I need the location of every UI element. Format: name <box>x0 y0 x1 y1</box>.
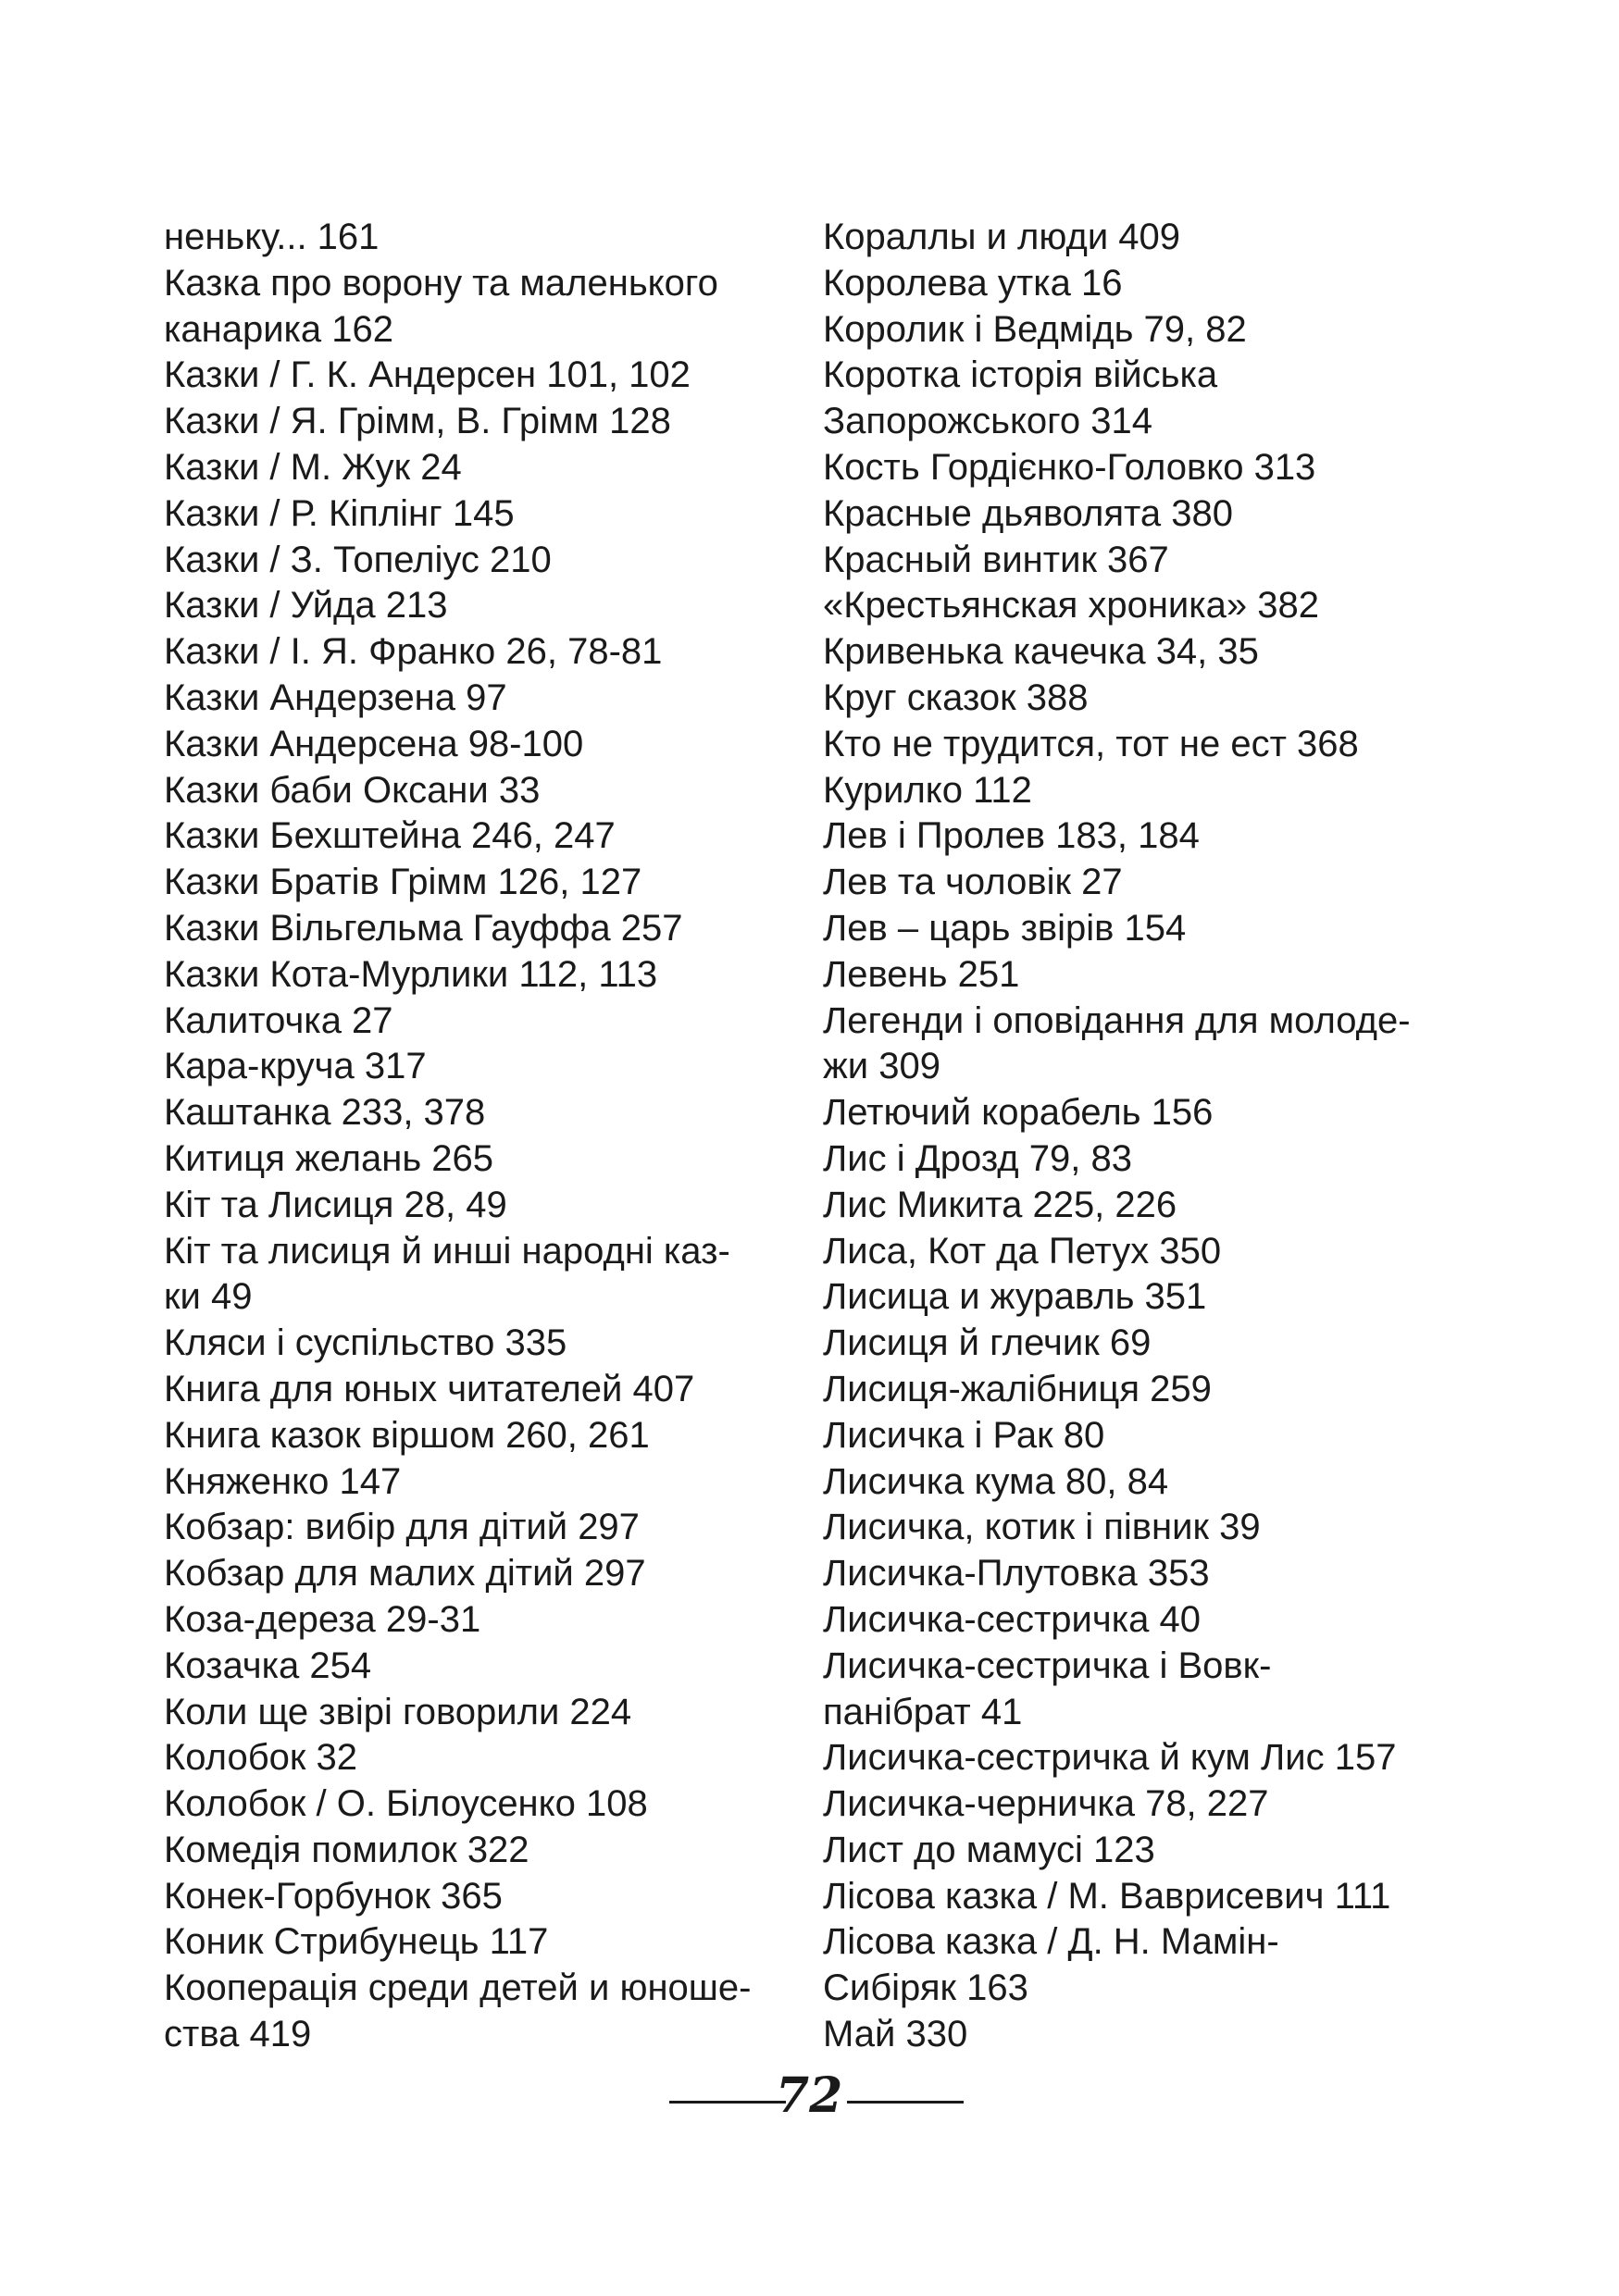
index-entry-line: Казки Андерсена 98-100 <box>164 723 584 764</box>
index-entry-line: Колобок 32 <box>164 1737 357 1779</box>
index-entry-line: Китиця желань 265 <box>164 1137 494 1179</box>
index-entry-line: Казки / І. Я. Франко 26, 78-81 <box>164 631 663 673</box>
index-entry-line: Книга для юных читателей 407 <box>164 1368 695 1409</box>
index-entry-line: Лев – царь звірів 154 <box>823 907 1187 949</box>
index-entry-line: Запорожського 314 <box>823 401 1152 442</box>
index-entry-line: Кобзар: вибір для дітий 297 <box>164 1507 640 1548</box>
index-entry-line: Сибіряк 163 <box>823 1967 1028 2009</box>
index-entry-line: Конек-Горбунок 365 <box>164 1875 503 1917</box>
index-entry-line: ства 419 <box>164 2014 312 2055</box>
index-entry-line: Комедія помилок 322 <box>164 1829 529 1870</box>
index-entry-line: Казки Андерзена 97 <box>164 676 507 718</box>
index-entry-line: Королик і Ведмідь 79, 82 <box>823 308 1247 350</box>
index-entry-line: Казки баби Оксани 33 <box>164 769 541 811</box>
index-entry-line: Лис Микита 225, 226 <box>823 1184 1177 1225</box>
index-entry-line: Лисиця-жалібниця 259 <box>823 1368 1212 1409</box>
index-entry-line: Королева утка 16 <box>823 262 1123 304</box>
index-entry-line: Лис і Дрозд 79, 83 <box>823 1137 1132 1179</box>
index-entry-line: Казки Кота-Мурлики 112, 113 <box>164 953 658 995</box>
index-entry-line: Кіт та Лисиця 28, 49 <box>164 1184 507 1225</box>
index-entry-line: Коза-дереза 29-31 <box>164 1598 481 1640</box>
index-entry-line: Красные дьяволята 380 <box>823 492 1233 534</box>
index-entry-line: Кляси і суспільство 335 <box>164 1322 567 1364</box>
index-entry-line: Лиса, Кот да Петух 350 <box>823 1230 1222 1272</box>
index-entry-line: Казка про ворону та маленького <box>164 262 718 304</box>
index-entry-line: Кооперація среди детей и юноше- <box>164 1967 752 2009</box>
index-entry-line: Коротка історія війська <box>823 354 1218 396</box>
index-entry-line: Кораллы и люди 409 <box>823 217 1181 257</box>
index-entry-line: Колобок / О. Білоусенко 108 <box>164 1783 648 1825</box>
index-entry-line: Казки / З. Топеліус 210 <box>164 539 552 580</box>
footer-rule-left <box>669 2101 786 2104</box>
index-entry-line: Лісова казка / Д. Н. Мамін- <box>823 1921 1279 1963</box>
index-entry-line: Лев та чоловік 27 <box>823 862 1123 903</box>
index-entry-line: Май 330 <box>823 2014 968 2055</box>
index-entry-line: Круг сказок 388 <box>823 676 1089 718</box>
index-column-left <box>164 215 803 2058</box>
index-entry-line: Левень 251 <box>823 953 1020 995</box>
index-entry-line: Кара-круча 317 <box>164 1046 427 1087</box>
index-entry-line: Лисичка-Плутовка 353 <box>823 1553 1210 1595</box>
index-entry-line: Казки / М. Жук 24 <box>164 446 462 488</box>
index-entry-line: Кость Гордієнко-Головко 313 <box>823 446 1316 488</box>
index-entry-line: Красный винтик 367 <box>823 539 1169 580</box>
index-entry-line: Казки Братів Грімм 126, 127 <box>164 862 642 903</box>
index-column-right <box>823 215 1462 2058</box>
index-entry-line: Лисиця й глечик 69 <box>823 1322 1152 1364</box>
index-entry-line: Калиточка 27 <box>164 999 393 1041</box>
index-entry-line: Летючий корабель 156 <box>823 1092 1214 1134</box>
index-entry-line: Лисичка-сестричка й кум Лис 157 <box>823 1737 1397 1779</box>
index-entry-line: Казки / Я. Грімм, В. Грімм 128 <box>164 401 671 442</box>
index-entry-line: Княженко 147 <box>164 1460 402 1502</box>
index-entry-line: «Крестьянская хроника» 382 <box>823 585 1319 627</box>
index-entry-line: Коник Стрибунець 117 <box>164 1921 549 1963</box>
index-entry-line: Лисичка, котик і півник 39 <box>823 1507 1261 1548</box>
index-entry-line: Книга казок віршом 260, 261 <box>164 1414 650 1456</box>
index-entry-line: Казки / Г. К. Андерсен 101, 102 <box>164 354 691 396</box>
index-entry-line: Лист до мамусі 123 <box>823 1829 1155 1870</box>
index-entry-line: Лисичка і Рак 80 <box>823 1414 1105 1456</box>
index-entry-line: Казки Вільгельма Гауффа 257 <box>164 907 683 949</box>
index-entry-line: Кіт та лисиця й инші народні каз- <box>164 1230 730 1272</box>
index-entry-line: панібрат 41 <box>823 1691 1023 1732</box>
index-entry-line: Лисичка-черничка 78, 227 <box>823 1783 1269 1825</box>
index-entry-line: Каштанка 233, 378 <box>164 1092 486 1134</box>
index-entry-line: Лісова казка / М. Ваврисевич 111 <box>823 1875 1391 1917</box>
index-entry-line: Лев і Пролев 183, 184 <box>823 815 1200 857</box>
index-entry-line: Лисичка-сестричка і Вовк- <box>823 1644 1272 1686</box>
index-entry-line: Лисица и журавль 351 <box>823 1276 1207 1318</box>
index-entry-line: неньку... 161 <box>164 217 380 257</box>
index-entry-line: канарика 162 <box>164 308 394 350</box>
index-entry-line: ки 49 <box>164 1276 253 1318</box>
index-entry-line: Кобзар для малих дітий 297 <box>164 1553 646 1595</box>
index-entry-line: Казки / Р. Кіплінг 145 <box>164 492 515 534</box>
index-entry-line: Кривенька качечка 34, 35 <box>823 631 1259 673</box>
index-entry-line: Легенди і оповідання для молоде- <box>823 999 1411 1041</box>
index-entry-line: Казки / Уйда 213 <box>164 585 448 627</box>
index-entry-line: Коли ще звірі говорили 224 <box>164 1691 632 1732</box>
footer-rule-right <box>847 2101 964 2104</box>
index-entry-line: жи 309 <box>823 1046 940 1087</box>
index-entry-line: Кто не трудится, тот не ест 368 <box>823 723 1359 764</box>
index-entry-line: Курилко 112 <box>823 769 1032 811</box>
index-entry-line: Козачка 254 <box>164 1644 372 1686</box>
page-footer <box>0 2064 1619 2138</box>
page-number: 72 <box>776 2067 843 2124</box>
index-entry-line: Казки Бехштейна 246, 247 <box>164 815 616 857</box>
index-entry-line: Лисичка-сестричка 40 <box>823 1598 1201 1640</box>
index-entry-line: Лисичка кума 80, 84 <box>823 1460 1169 1502</box>
